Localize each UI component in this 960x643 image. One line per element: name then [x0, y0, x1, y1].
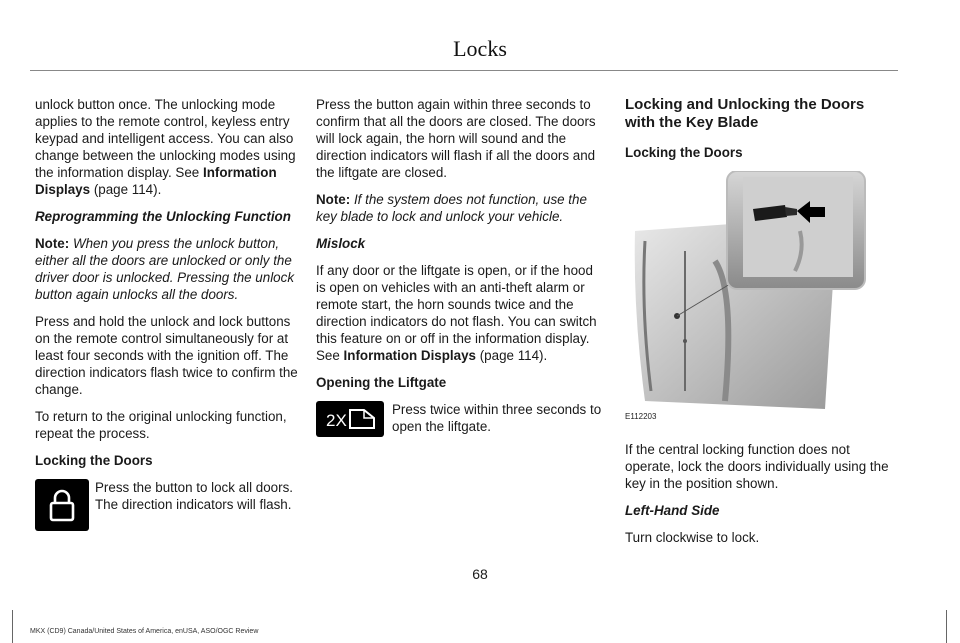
crop-mark-right [946, 610, 947, 643]
page-number: 68 [472, 566, 488, 582]
column-1 [35, 96, 307, 541]
paragraph-press-hold: Press and hold the unlock and lock buttons on the remote control simultaneously for at least four seconds with the ignition off. The direction indicators flash twice to confirm the change. [35, 314, 298, 397]
image-code: E112203 [625, 412, 657, 421]
subhead-left-hand-side: Left-Hand Side [625, 503, 720, 518]
subhead-opening-liftgate: Opening the Liftgate [316, 375, 447, 390]
paragraph-central-locking: If the central locking function does not operate, lock the doors individually using the key in the position shown. [625, 442, 889, 491]
column-2 [316, 96, 602, 447]
paragraph-mislock: If any door or the liftgate is open, or if the hood is open on vehicles with an anti-theft alarm or remote start, the horn sounds twice and the direction indicators do not flash. You can switch this feature on or off in the information display. See Information Displays (page 114). [316, 263, 597, 363]
section-heading-key-blade: Locking and Unlocking the Doors with the Key Blade [625, 96, 865, 131]
column-3 [625, 96, 897, 556]
subhead-mislock: Mislock [316, 236, 366, 251]
lock-instruction [35, 479, 307, 531]
page-title: Locks [453, 36, 507, 61]
paragraph-return: To return to the original unlocking function, repeat the process. [35, 409, 287, 441]
header-rule [30, 70, 898, 71]
subhead-reprogramming: Reprogramming the Unlocking Function [35, 209, 291, 224]
door-key-illustration [625, 171, 897, 409]
crop-mark-left [12, 610, 13, 643]
footer-text: MKX (CD9) Canada/United States of America, enUSA, ASO/OGC Review [30, 628, 259, 635]
liftgate-instruction [316, 401, 602, 437]
liftgate-instruction-text: Press twice within three seconds to open the liftgate. [392, 402, 602, 434]
liftgate-2x-label: 2X [326, 411, 347, 430]
door-lock-photo [625, 171, 897, 425]
information-displays-link[interactable]: Information Displays [35, 165, 277, 197]
note-key-blade: Note: If the system does not function, use the key blade to lock and unlock your vehicle. [316, 192, 587, 224]
subhead-locking-doors-key: Locking the Doors [625, 145, 743, 160]
padlock-icon [35, 479, 89, 531]
subhead-locking-doors: Locking the Doors [35, 453, 153, 468]
lock-instruction-text: Press the button to lock all doors. The direction indicators will flash. [95, 480, 293, 512]
liftgate-2x-icon [316, 401, 384, 437]
paragraph-turn-clockwise: Turn clockwise to lock. [625, 530, 760, 545]
paragraph-confirm-closed: Press the button again within three seconds to confirm that all the doors are closed. The doors will lock again, the horn will sound and the direction indicators will flash if all the doors and the liftgate are closed. [316, 97, 596, 180]
note-unlock: Note: When you press the unlock button, either all the doors are unlocked or only the driver door is unlocked. Pressing the unlock button again unlocks all the doors. [35, 236, 295, 302]
information-displays-link-2[interactable]: Information Displays [343, 348, 476, 363]
paragraph-unlock-mode: unlock button once. The unlocking mode applies to the remote control, keyless entry keypad and intelligent access. You can also change between the unlocking modes using the information display. See Information Displays (page 114). [35, 97, 296, 197]
